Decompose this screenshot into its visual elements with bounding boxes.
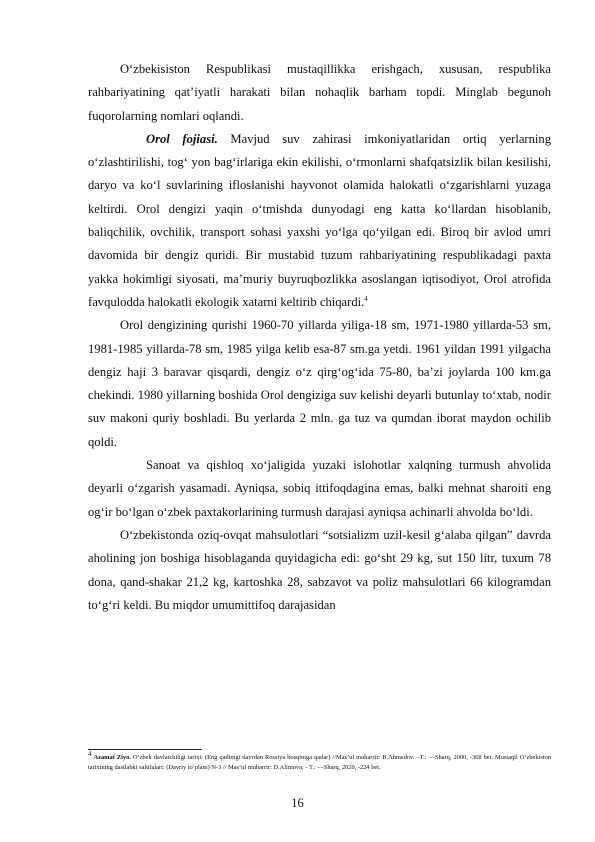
paragraph-text: O‘zbekisiston Respublikasi mustaqillikka erishgach, xususan, respublika rahbariyatining qat’iyatli harakati bilan nohaqlik barham topdi. Minglab begunoh fuqorolarning nomlari oqlandi. bbox=[88, 62, 551, 123]
footnote-text: O‘zbek davlatchiligi tarixi: (Eng qadimgi davrdan Rossiya bosqiniga qadar) //Mas’ul muharrir: B.Ahmedov. –T.: —Sharq, 2000, -368 bet. Mustaqil O‘zbekiston tarixining dastlabki sahifalari: (Davriy to‘plam) N-3 // Mas’ul muharrir: D.Alimova; - T.: —Sharq, 2020, -224 bet. bbox=[88, 754, 551, 771]
paragraph-text: Orol dengizining qurishi 1960-70 yillarda yiliga-18 sm, 1971-1980 yillarda-53 sm, 1981-1985 yillarda-78 sm, 1985 yilga kelib esa-87 sm.ga yetdi. 1961 yildan 1991 yilgacha dengiz haji 3 baravar qisqardi, dengiz o‘z qirg‘og‘ida 75-80, ba’zi joylarda 100 km.ga chekindi. 1980 yillarning boshida Orol dengiziga suv kelishi deyarli butunlay to‘xtab, nodir suv makoni quriy boshladi. Bu yerlarda 2 mln. ga tuz va qumdan iborat maydon ochilib qoldi. bbox=[88, 318, 551, 449]
section-heading-aral: Orol fojiasi. bbox=[146, 131, 218, 146]
footnote-separator bbox=[88, 749, 202, 750]
paragraph-reforms bbox=[88, 454, 551, 524]
footnote-mark: 4 bbox=[88, 749, 92, 758]
paragraph-text: Sanoat va qishloq xo‘jaligida yuzaki islohotlar xalqning turmush ahvolida deyarli o‘zgarish yasamadi. Ayniqsa, sobiq ittifoqdagina emas, balki mehnat sharoiti eng og‘ir bo‘lgan o‘zbek paxtakorlarining turmush darajasi ayniqsa achinarli ahvolda bo‘ldi. bbox=[88, 458, 551, 519]
page-body bbox=[88, 58, 551, 617]
page-number: 16 bbox=[291, 796, 304, 810]
footnote bbox=[88, 749, 551, 772]
paragraph-aral-tragedy bbox=[88, 128, 551, 314]
paragraph-independence bbox=[88, 58, 551, 128]
paragraph-food-supply bbox=[88, 524, 551, 617]
paragraph-text: O‘zbekistonda oziq-ovqat mahsulotlari “sotsializm uzil-kesil g‘alaba qilgan” davrda aholining jon boshiga hisoblaganda quyidagicha edi: go‘sht 29 kg, sut 150 litr, tuxum 78 dona, qand-shakar 21,2 kg, kartoshka 28, sabzavot va poliz mahsulotlari 66 kilogramdan to‘g‘ri keldi. Bu miqdor umumittifoq darajasidan bbox=[88, 527, 551, 612]
footnote-reference[interactable]: 4 bbox=[364, 294, 368, 303]
paragraph-aral-drying bbox=[88, 314, 551, 454]
footnote-author: Azamat Ziyo. bbox=[93, 754, 131, 761]
paragraph-text: Mavjud suv zahirasi imkoniyatlaridan ortiq yerlarning o‘zlashtirilishi, tog‘ yon bag‘irlariga ekin ekilishi, o‘rmonlarni shafqatsizlik bilan kesilishi, daryo va ko‘l suvlarining ifloslanishi hayvonot olamida halokatli o‘zgarishlarni yuzaga keltirdi. Orol dengizi yaqin o‘tmishda dunyodagi eng katta ko‘llardan hisoblanib, baliqchilik, ovchilik, transport sohasi yaxshi yo‘lga qo‘yilgan edi. Biroq bir avlod umri davomida bir dengiz quridi. Bir mustabid tuzum rahbariyatining respublikadagi paxta yakka hokimligi siyosati, ma’muriy buyruqbozlikka asoslangan iqtisodiyot, Orol atrofida favqulodda halokatli ekologik xatarni keltirib chiqardi. bbox=[88, 131, 551, 309]
